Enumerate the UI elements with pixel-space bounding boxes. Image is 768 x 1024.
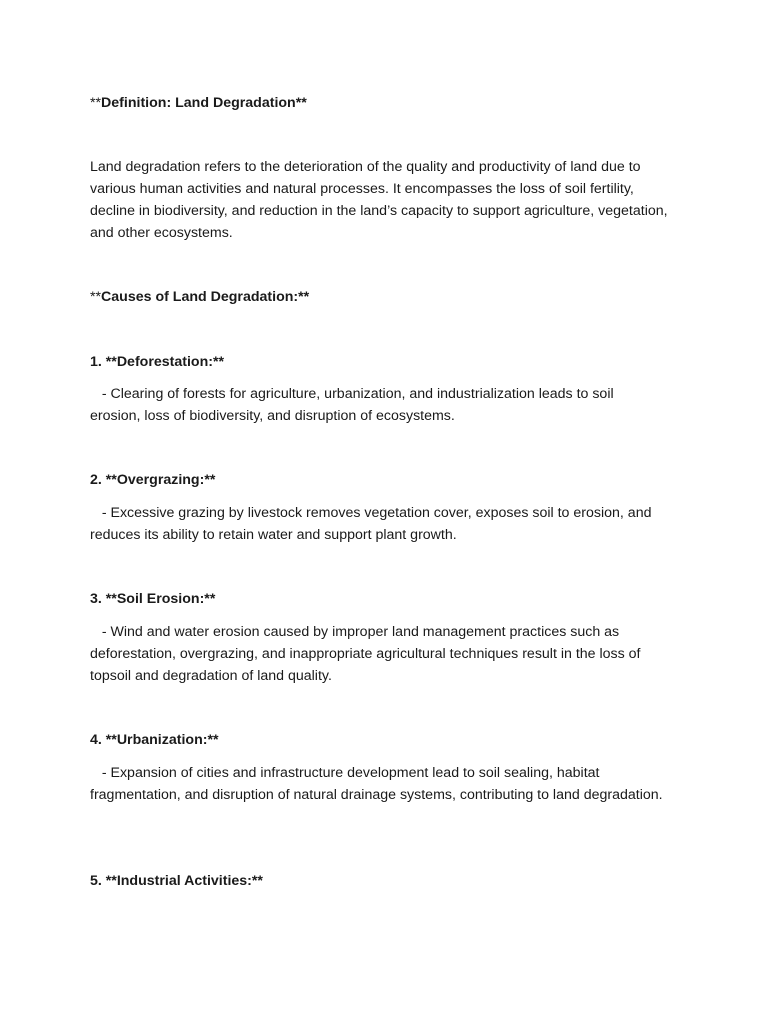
definition-heading	[90, 92, 307, 114]
cause-title-deforestation: 1. **Deforestation:**	[90, 354, 225, 370]
definition-heading-text: Definition: Land Degradation**	[101, 95, 307, 111]
cause-text-deforestation: - Clearing of forests for agriculture, urbanization, and industrialization leads to soil erosion, loss of biodiversity, and disruption of ecosystems.	[90, 386, 618, 424]
cause-text-overgrazing: - Excessive grazing by livestock removes vegetation cover, exposes soil to erosion, and reduces its ability to retain water and support plant growth.	[90, 505, 656, 543]
cause-text-urbanization: - Expansion of cities and infrastructure development lead to soil sealing, habitat fragmentation, and disruption of natural drainage systems, contributing to land degradation.	[90, 765, 663, 803]
cause-title-soil-erosion: 3. **Soil Erosion:**	[90, 591, 216, 607]
causes-heading-prefix: **	[90, 289, 102, 305]
causes-heading-text: Causes of Land Degradation:**	[101, 289, 310, 305]
definition-paragraph: Land degradation refers to the deterioration of the quality and productivity of land due to various human activities and natural processes. It encompasses the loss of soil fertility, decline in biodiversity, and reduction in the land’s capacity to support agriculture, vegetation, and other ecosystems.	[90, 159, 668, 241]
definition-heading-prefix: **	[90, 95, 102, 111]
cause-text-soil-erosion: - Wind and water erosion caused by improper land management practices such as deforestation, overgrazing, and inappropriate agricultural techniques result in the loss of topsoil and degradation of land quality.	[90, 624, 645, 684]
cause-title-industrial-activities: 5. **Industrial Activities:**	[90, 873, 263, 889]
cause-title-urbanization: 4. **Urbanization:**	[90, 732, 219, 748]
cause-title-overgrazing: 2. **Overgrazing:**	[90, 472, 216, 488]
causes-heading	[90, 286, 309, 308]
